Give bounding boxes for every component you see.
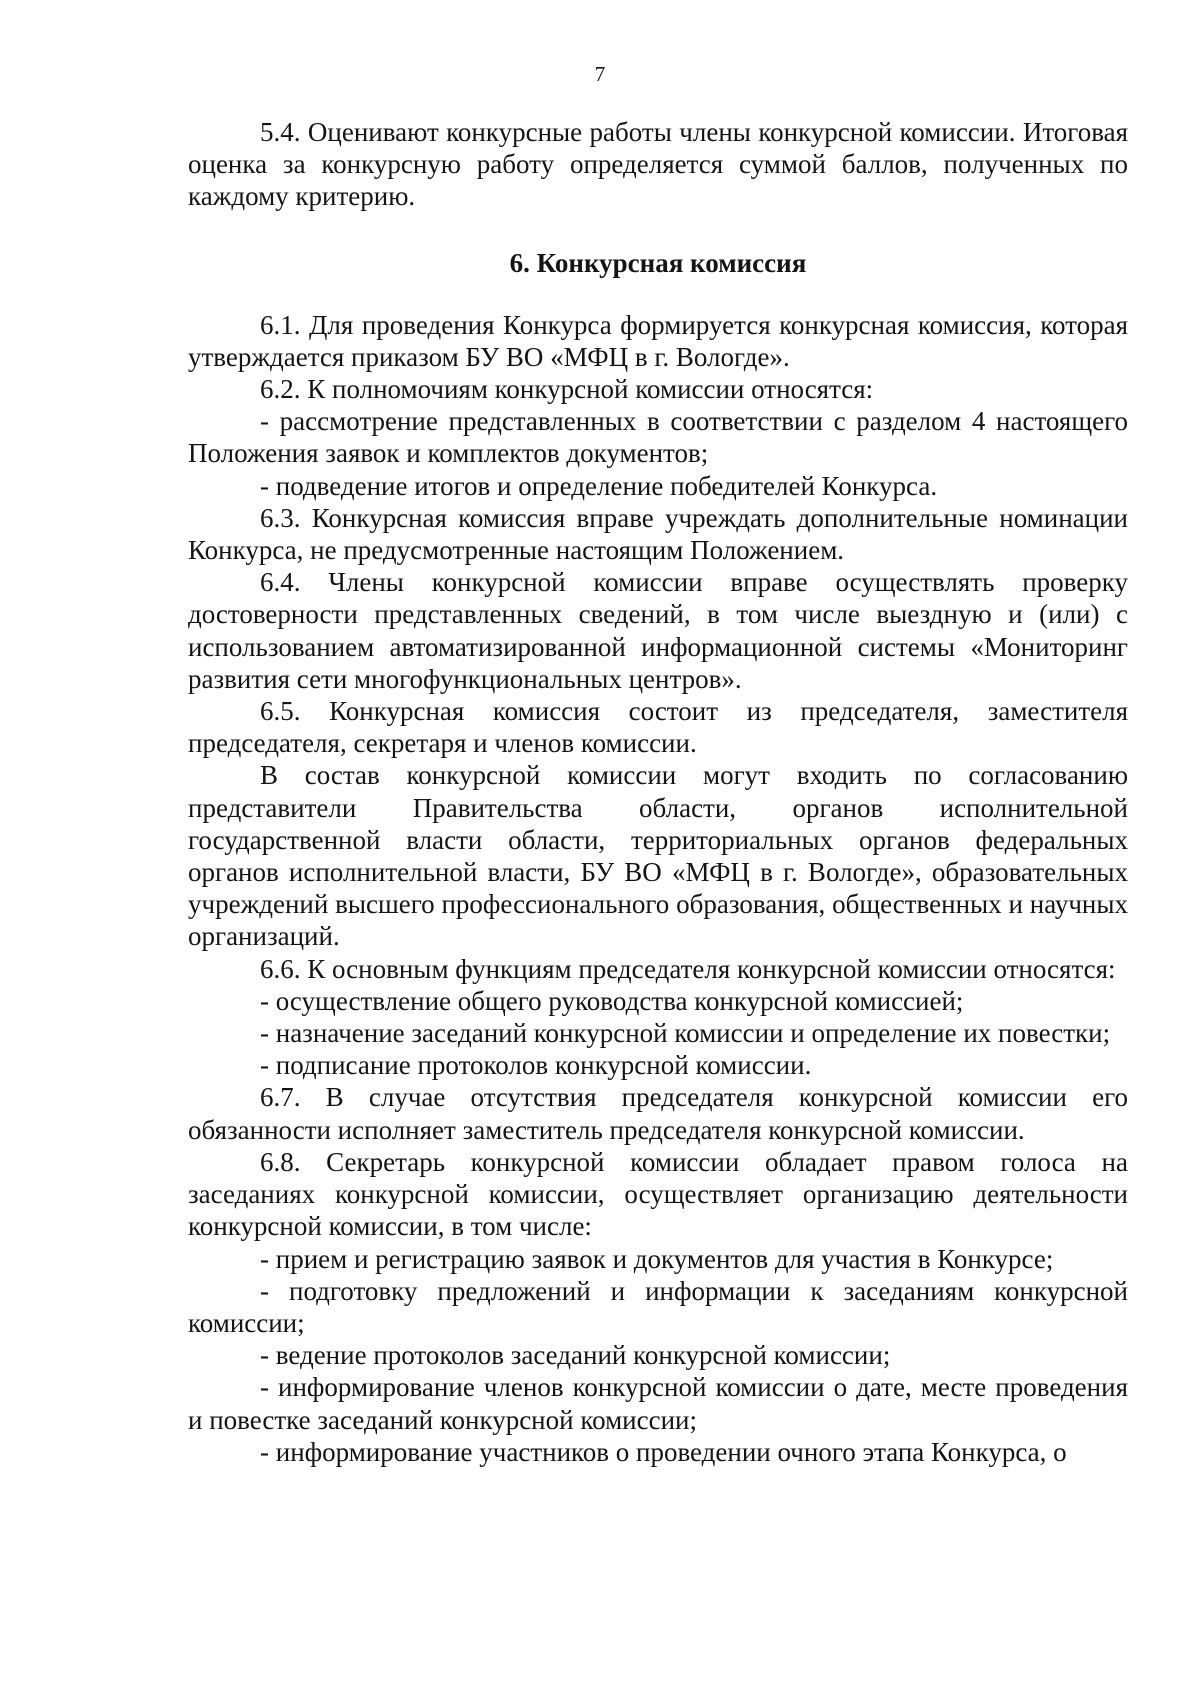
list-item: - подведение итогов и определение победителей Конкурса. [260, 470, 938, 501]
paragraph-composition: В состав конкурсной комиссии могут входить по согласованию представители Правительства области, органов исполнительной государственной власти области, территориальных органов федеральных органов исполнительной власти, БУ ВО «МФЦ в г. Вологде», образовательных учреждений высшего профессионального образования, общественных и научных организаций. [188, 760, 1128, 952]
document-body [188, 116, 1128, 1468]
paragraph-6-7: 6.7. В случае отсутствия председателя конкурсной комиссии его обязанности исполняет заместитель председателя конкурсной комиссии. [188, 1082, 1128, 1145]
list-item: - подготовку предложений и информации к заседаниям конкурсной комиссии; [188, 1275, 1128, 1338]
paragraph-6-8: 6.8. Секретарь конкурсной комиссии обладает правом голоса на заседаниях конкурсной комиссии, осуществляет организацию деятельности конкурсной комиссии, в том числе: [188, 1146, 1128, 1242]
list-item: - прием и регистрацию заявок и документов для участия в Конкурсе; [260, 1243, 1054, 1274]
list-item: - подписание протоколов конкурсной комиссии. [260, 1050, 812, 1081]
paragraph-6-1: 6.1. Для проведения Конкурса формируется конкурсная комиссия, которая утверждается приказом БУ ВО «МФЦ в г. Вологде». [188, 309, 1128, 372]
page-number: 7 [594, 62, 606, 86]
list-item: - информирование членов конкурсной комиссии о дате, месте проведения и повестке заседаний конкурсной комиссии; [188, 1372, 1128, 1435]
list-item: - информирование участников о проведении очного этапа Конкурса, о [260, 1436, 1067, 1467]
paragraph-6-3: 6.3. Конкурсная комиссия вправе учреждать дополнительные номинации Конкурса, не предусмотренные настоящим Положением. [188, 502, 1128, 566]
list-item: - ведение протоколов заседаний конкурсной комиссии; [260, 1340, 891, 1371]
paragraph-6-5: 6.5. Конкурсная комиссия состоит из председателя, заместителя председателя, секретаря и членов комиссии. [188, 696, 1128, 759]
paragraph-6-6: 6.6. К основным функциям председателя конкурсной комиссии относятся: [260, 953, 1116, 984]
list-item: - назначение заседаний конкурсной комиссии и определение их повестки; [260, 1018, 1111, 1049]
paragraph-5-4: 5.4. Оценивают конкурсные работы члены конкурсной комиссии. Итоговая оценка за конкурсную работу определяется суммой баллов, полученных по каждому критерию. [188, 117, 1128, 212]
list-item: - осуществление общего руководства конкурсной комиссией; [260, 985, 964, 1016]
paragraph-6-4: 6.4. Члены конкурсной комиссии вправе осуществлять проверку достоверности представленных сведений, в том числе выездную и (или) с использованием автоматизированной информационной системы «Мониторинг развития сети многофункциональных центров». [188, 567, 1128, 694]
list-item: - рассмотрение представленных в соответствии с разделом 4 настоящего Положения заявок и комплектов документов; [188, 406, 1128, 469]
section-heading: 6. Конкурсная комиссия [509, 247, 807, 278]
paragraph-6-2: 6.2. К полномочиям конкурсной комиссии относятся: [260, 374, 874, 405]
